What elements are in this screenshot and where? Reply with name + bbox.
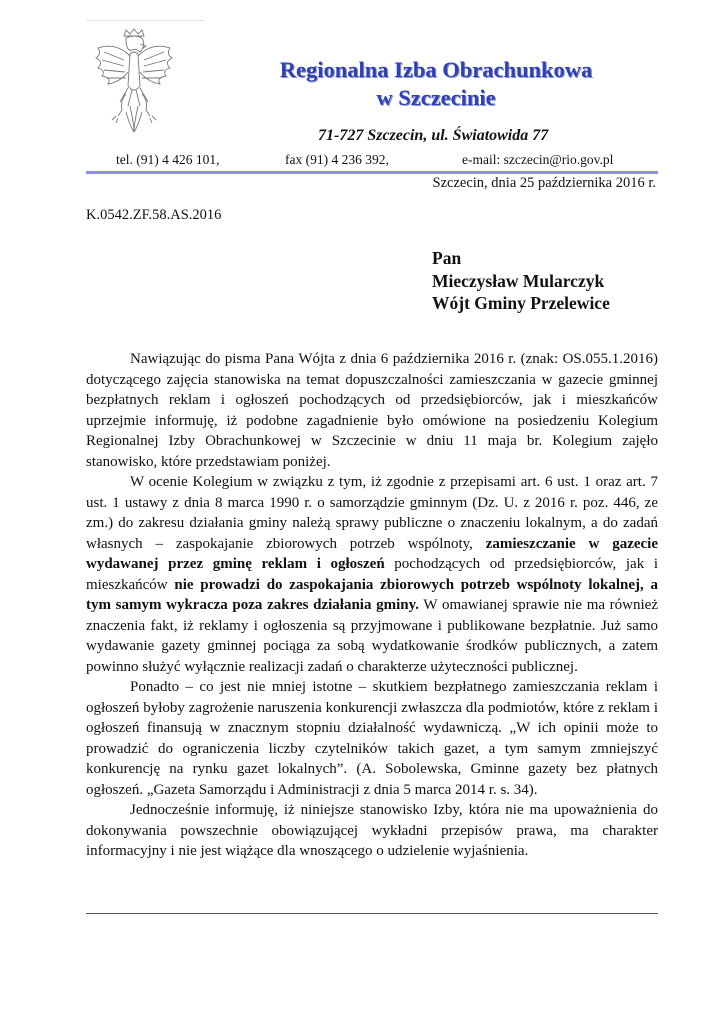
paragraph-4: Jednocześnie informuję, iż niniejsze stanowisko Izby, która nie ma upoważnienia do dokonywania powszechnie obowiązującej wykładni przepisów prawa, ma charakter informacyjny i nie jest wiążące dla wnoszącego o udzielenie wyjaśnienia. (86, 802, 658, 859)
paragraph-2 (86, 472, 658, 677)
phone-number: tel. (91) 4 426 101, (116, 152, 220, 167)
recipient-salutation: Pan (432, 248, 462, 268)
reference-number: K.0542.ZF.58.AS.2016 (86, 207, 222, 223)
paragraph-2-text-b: pochodzących od przedsiębiorców, jak i mieszkańców (86, 556, 658, 593)
top-divider (86, 20, 204, 21)
fax-number: fax (91) 4 236 392, (285, 152, 389, 167)
polish-eagle-emblem-icon (90, 28, 178, 138)
paragraph-2-text-c: W omawianej sprawie nie ma również znaczenia fakt, iż reklamy i ogłoszenia są przyjmowane i publikowane bezpłatnie. Już samo wydawanie gazety gminnej pociąga za sobą wydatkowanie środków publicznych, a zatem powinno służyć wyłącznie realizacji zadań o charakterze użyteczności publicznej. (86, 597, 658, 675)
header-divider (86, 171, 658, 174)
office-address: 71-727 Szczecin, ul. Światowida 77 (318, 127, 549, 144)
paragraph-1: Nawiązując do pisma Pana Wójta z dnia 6 października 2016 r. (znak: OS.055.1.2016) dotyczącego zajęcia stanowiska na temat dopuszczalności zamieszczania w gazecie gminnej bezpłatnych reklam i ogłoszeń pochodzących od przedsiębiorców, jak i mieszkańców uprzejmie informuję, iż podobne zagadnienie było omówione na posiedzeniu Kolegium Regionalnej Izby Obrachunkowej w Szczecinie w dniu 11 maja br. Kolegium zajęło stanowisko, które przedstawiam poniżej. (86, 351, 658, 470)
organization-name (236, 56, 636, 112)
paragraph-3: Ponadto – co jest nie mniej istotne – skutkiem bezpłatnego zamieszczania reklam i ogłoszeń byłoby zagrożenie naruszenia konkurencji zwłaszcza dla podmiotów, które z reklam i ogłoszeń finansują w znacznym stopniu działalność wydawniczą. „W ich opinii może to prowadzić do ograniczenia liczby czytelników takich gazet, a tym samym zmniejszyć konkurencję na rynku gazet lokalnych”. (A. Sobolewska, Gminne gazety bez płatnych ogłoszeń. „Gazeta Samorządu i Administracji z dnia 5 marca 2014 r. s. 34). (86, 679, 658, 798)
recipient-block (432, 247, 610, 315)
email-address: e-mail: szczecin@rio.gov.pl (462, 152, 614, 167)
recipient-title: Wójt Gminy Przelewice (432, 293, 610, 313)
recipient-name: Mieczysław Mularczyk (432, 270, 605, 291)
paragraph-2-bold-b: nie prowadzi do zaspokajania zbiorowych potrzeb wspólnoty lokalnej, a tym samym wykracza poza zakres działania gminy. (86, 576, 658, 613)
organization-name-line2: w Szczecinie (376, 85, 496, 110)
paragraph-2-text-a: W ocenie Kolegium w związku z tym, iż zgodnie z przepisami art. 6 ust. 1 oraz art. 7 ust. 1 ustawy z dnia 8 marca 1990 r. o samorządzie gminnym (Dz. U. z 2016 r. poz. 446, ze zm.) do zakresu działania gminy należą sprawy publiczne o znaczeniu lokalnym, a do zadań własnych – zaspokajanie zbiorowych potrzeb wspólnoty, (86, 474, 658, 552)
organization-name-line1: Regionalna Izba Obrachunkowa (279, 57, 593, 82)
footer-divider (86, 913, 658, 914)
letter-body (86, 349, 658, 862)
letter-date: Szczecin, dnia 25 października 2016 r. (432, 175, 656, 191)
paragraph-2-bold-a: zamieszczanie w gazecie wydawanej przez gminę reklam i ogłoszeń (86, 535, 659, 572)
